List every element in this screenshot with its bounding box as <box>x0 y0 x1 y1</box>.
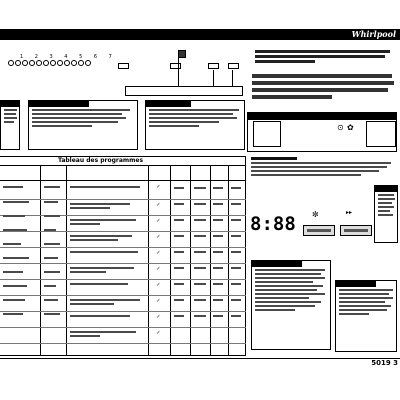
table-row-text <box>70 203 146 211</box>
table-values-col-1 <box>174 187 188 319</box>
function-key-box <box>253 121 281 147</box>
table-values-col-4 <box>231 187 244 319</box>
button-icon[interactable] <box>208 63 219 69</box>
dial-icon[interactable] <box>64 60 70 66</box>
button-icon[interactable] <box>118 63 129 69</box>
dial-icon[interactable] <box>8 60 14 66</box>
footer-rule <box>0 358 400 359</box>
dial-icon[interactable] <box>50 60 56 66</box>
indicator-display <box>340 225 372 236</box>
table-row-text <box>70 283 146 287</box>
table-row-text <box>70 186 146 190</box>
checkmark-icon: ✓ <box>156 202 161 208</box>
checkmark-icon: ✓ <box>156 218 161 224</box>
table-values-col-3 <box>213 187 226 319</box>
table-row-text <box>70 251 146 255</box>
dial-icon[interactable] <box>57 60 63 66</box>
intro-paragraph <box>252 74 397 102</box>
info-box-1 <box>0 100 20 150</box>
table-row-text <box>70 235 146 243</box>
button-icon[interactable] <box>228 63 239 69</box>
intro-heading <box>255 50 395 65</box>
table-row <box>0 327 246 328</box>
dial-icon[interactable] <box>71 60 77 66</box>
page-code: 5019 3 <box>371 359 398 367</box>
info-box-3 <box>145 100 245 150</box>
arrow-icon: ▸▸ <box>346 209 353 216</box>
control-callout-box <box>125 86 243 96</box>
indicator-display <box>303 225 335 236</box>
table-row <box>0 343 246 344</box>
checkmark-icon: ✓ <box>156 184 161 190</box>
dial-icon[interactable] <box>22 60 28 66</box>
checkmark-icon: ✓ <box>156 234 161 240</box>
table-values-col-2 <box>194 187 208 319</box>
display-description <box>251 157 396 178</box>
checkmark-icon: ✓ <box>156 330 161 336</box>
table-row-text <box>70 331 146 339</box>
function-key-box <box>366 121 396 147</box>
dial-icon[interactable] <box>15 60 21 66</box>
info-box-2 <box>28 100 138 150</box>
brand-logo: Whirlpool <box>351 29 396 39</box>
checkmark-icon: ✓ <box>156 314 161 320</box>
programme-dial-row <box>8 60 91 66</box>
dial-icon[interactable] <box>36 60 42 66</box>
table-row-text <box>70 219 146 227</box>
table-temperatures <box>44 186 64 317</box>
checkmark-icon: ✓ <box>156 266 161 272</box>
note-box-1 <box>251 260 331 350</box>
leader-line <box>178 58 179 86</box>
leader-line <box>232 70 233 86</box>
info-box-right <box>374 185 398 243</box>
table-row-text <box>70 315 146 319</box>
drop-icon: ⊙ <box>337 123 344 132</box>
dial-position-numbers: 1 2 3 4 5 6 7 <box>20 54 117 60</box>
dial-icon[interactable] <box>29 60 35 66</box>
leader-line <box>213 70 214 86</box>
button-icon[interactable] <box>170 63 181 69</box>
table-row-text <box>70 267 146 275</box>
dial-icon[interactable] <box>85 60 91 66</box>
snowflake-icon: ✼ <box>312 210 319 219</box>
checkmark-icon: ✓ <box>156 250 161 256</box>
gear-icon: ✿ <box>347 123 354 132</box>
table-row-text <box>70 299 146 307</box>
header-strip <box>0 29 400 40</box>
programme-table-title: Tableau des programmes <box>58 157 144 164</box>
button-icon[interactable] <box>178 50 186 58</box>
dial-icon[interactable] <box>78 60 84 66</box>
time-display: 8:88 <box>250 213 296 235</box>
note-box-2 <box>335 280 397 352</box>
checkmark-icon: ✓ <box>156 282 161 288</box>
dial-icon[interactable] <box>43 60 49 66</box>
table-programme-names <box>3 186 37 317</box>
checkmark-icon: ✓ <box>156 298 161 304</box>
